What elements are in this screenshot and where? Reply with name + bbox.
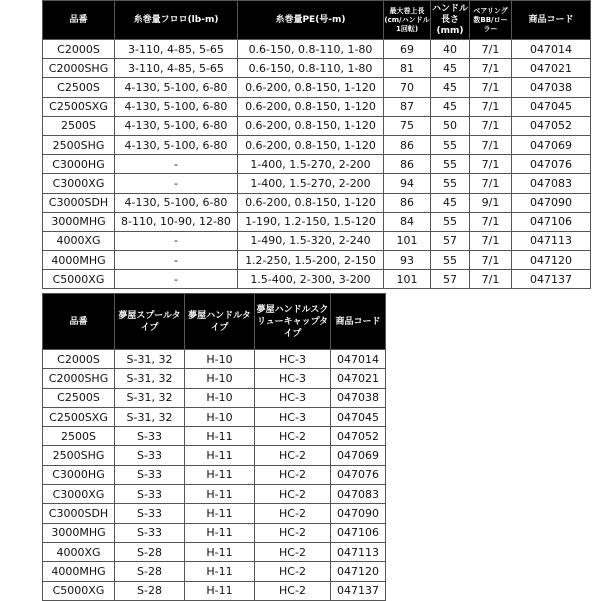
compat-cell: HC-3 bbox=[255, 350, 331, 369]
spec-cell: 1-400, 1.5-270, 2-200 bbox=[238, 174, 384, 193]
spec-cell: 45 bbox=[431, 59, 470, 78]
spec-cell: 0.6-200, 0.8-150, 1-120 bbox=[238, 193, 384, 212]
table-row bbox=[43, 251, 591, 270]
compat-cell: HC-3 bbox=[255, 369, 331, 388]
compat-cell: H-11 bbox=[185, 504, 255, 523]
spec-cell: 7/1 bbox=[470, 251, 512, 270]
spec-table-body bbox=[43, 40, 591, 289]
spec-cell: 047113 bbox=[512, 231, 591, 250]
spec-cell: 84 bbox=[384, 212, 431, 231]
compat-header-cell: 夢屋ハンドルタイプ bbox=[185, 294, 255, 350]
compat-cell: HC-2 bbox=[255, 542, 331, 561]
compat-cell: HC-2 bbox=[255, 581, 331, 600]
spec-cell: 55 bbox=[431, 135, 470, 154]
spec-cell: C3000XG bbox=[43, 174, 115, 193]
table-row bbox=[43, 212, 591, 231]
spec-cell: 40 bbox=[431, 40, 470, 59]
compat-cell: H-11 bbox=[185, 485, 255, 504]
table-row bbox=[43, 465, 386, 484]
compat-cell: HC-2 bbox=[255, 562, 331, 581]
compat-cell: H-11 bbox=[185, 562, 255, 581]
spec-cell: 55 bbox=[431, 174, 470, 193]
spec-cell: C2000S bbox=[43, 40, 115, 59]
compat-cell: HC-3 bbox=[255, 407, 331, 426]
spec-header-cell: 糸巻量PE(号-m) bbox=[238, 1, 384, 40]
table-row bbox=[43, 581, 386, 600]
spec-cell: 7/1 bbox=[470, 135, 512, 154]
table-row bbox=[43, 523, 386, 542]
spec-cell: 3-110, 4-85, 5-65 bbox=[115, 59, 238, 78]
spec-cell: 86 bbox=[384, 155, 431, 174]
compat-cell: H-11 bbox=[185, 427, 255, 446]
spec-cell: 2500S bbox=[43, 116, 115, 135]
spec-cell: - bbox=[115, 155, 238, 174]
compat-cell: H-10 bbox=[185, 388, 255, 407]
spec-header-cell: 品番 bbox=[43, 1, 115, 40]
spec-cell: 0.6-150, 0.8-110, 1-80 bbox=[238, 59, 384, 78]
spec-cell: 7/1 bbox=[470, 231, 512, 250]
table-row bbox=[43, 504, 386, 523]
compat-cell: 047052 bbox=[331, 427, 386, 446]
table-row bbox=[43, 59, 591, 78]
compat-cell: 047076 bbox=[331, 465, 386, 484]
spec-header-cell: ベアリング数BB/ローラー bbox=[470, 1, 512, 40]
compat-cell: 047083 bbox=[331, 485, 386, 504]
spec-cell: 7/1 bbox=[470, 212, 512, 231]
spec-cell: C3000SDH bbox=[43, 193, 115, 212]
spec-cell: 7/1 bbox=[470, 155, 512, 174]
compat-cell: S-33 bbox=[115, 504, 185, 523]
spec-cell: 047021 bbox=[512, 59, 591, 78]
yumeya-compat-table bbox=[42, 293, 386, 601]
compat-header-cell: 夢屋スプールタイプ bbox=[115, 294, 185, 350]
compat-cell: 2500SHG bbox=[43, 446, 115, 465]
spec-cell: 4000MHG bbox=[43, 251, 115, 270]
spec-cell: 7/1 bbox=[470, 40, 512, 59]
compat-cell: S-28 bbox=[115, 542, 185, 561]
compat-cell: S-33 bbox=[115, 446, 185, 465]
compat-cell: HC-2 bbox=[255, 504, 331, 523]
compat-cell: HC-2 bbox=[255, 523, 331, 542]
compat-cell: 4000XG bbox=[43, 542, 115, 561]
spec-cell: 7/1 bbox=[470, 97, 512, 116]
spec-cell: 57 bbox=[431, 231, 470, 250]
spec-cell: 4-130, 5-100, 6-80 bbox=[115, 135, 238, 154]
spec-cell: C2500S bbox=[43, 78, 115, 97]
spec-cell: 047045 bbox=[512, 97, 591, 116]
spec-cell: 86 bbox=[384, 193, 431, 212]
compat-cell: 047106 bbox=[331, 523, 386, 542]
table-row bbox=[43, 155, 591, 174]
spec-cell: 45 bbox=[431, 97, 470, 116]
table-row bbox=[43, 542, 386, 561]
spec-cell: 45 bbox=[431, 78, 470, 97]
compat-cell: 4000MHG bbox=[43, 562, 115, 581]
table-row bbox=[43, 407, 386, 426]
compat-table-header bbox=[43, 294, 386, 350]
spec-cell: 9/1 bbox=[470, 193, 512, 212]
spec-cell: 047090 bbox=[512, 193, 591, 212]
compat-cell: S-31, 32 bbox=[115, 369, 185, 388]
spec-cell: 93 bbox=[384, 251, 431, 270]
spec-cell: 4-130, 5-100, 6-80 bbox=[115, 116, 238, 135]
compat-cell: H-11 bbox=[185, 446, 255, 465]
compat-cell: HC-3 bbox=[255, 388, 331, 407]
spec-cell: 047137 bbox=[512, 270, 591, 289]
spec-cell: 0.6-200, 0.8-150, 1-120 bbox=[238, 135, 384, 154]
table-row bbox=[43, 40, 591, 59]
compat-cell: 047120 bbox=[331, 562, 386, 581]
spec-cell: C2500SXG bbox=[43, 97, 115, 116]
compat-header-cell: 商品コード bbox=[331, 294, 386, 350]
spec-cell: 7/1 bbox=[470, 116, 512, 135]
compat-cell: S-31, 32 bbox=[115, 388, 185, 407]
table-row bbox=[43, 116, 591, 135]
spec-cell: 047014 bbox=[512, 40, 591, 59]
compat-cell: HC-2 bbox=[255, 427, 331, 446]
spec-cell: 55 bbox=[431, 155, 470, 174]
spec-cell: 1-400, 1.5-270, 2-200 bbox=[238, 155, 384, 174]
compat-cell: HC-2 bbox=[255, 465, 331, 484]
compat-cell: C2000S bbox=[43, 350, 115, 369]
spec-cell: - bbox=[115, 251, 238, 270]
compat-cell: 047038 bbox=[331, 388, 386, 407]
reel-spec-table bbox=[42, 0, 591, 289]
spec-cell: 0.6-200, 0.8-150, 1-120 bbox=[238, 78, 384, 97]
spec-cell: 4-130, 5-100, 6-80 bbox=[115, 78, 238, 97]
table-row bbox=[43, 135, 591, 154]
compat-header-cell: 夢屋ハンドルスクリューキャップタイプ bbox=[255, 294, 331, 350]
table-row bbox=[43, 388, 386, 407]
spec-cell: 94 bbox=[384, 174, 431, 193]
spec-cell: 55 bbox=[431, 212, 470, 231]
compat-cell: C2000SHG bbox=[43, 369, 115, 388]
compat-cell: S-31, 32 bbox=[115, 407, 185, 426]
spec-header-cell: ハンドル長さ(mm) bbox=[431, 1, 470, 40]
spec-cell: 4-130, 5-100, 6-80 bbox=[115, 97, 238, 116]
compat-cell: 2500S bbox=[43, 427, 115, 446]
compat-cell: S-28 bbox=[115, 562, 185, 581]
compat-cell: 047090 bbox=[331, 504, 386, 523]
compat-cell: C5000XG bbox=[43, 581, 115, 600]
compat-cell: H-10 bbox=[185, 369, 255, 388]
compat-cell: C3000SDH bbox=[43, 504, 115, 523]
table-row bbox=[43, 97, 591, 116]
compat-cell: 3000MHG bbox=[43, 523, 115, 542]
table-row bbox=[43, 485, 386, 504]
spec-cell: 1-190, 1.2-150, 1.5-120 bbox=[238, 212, 384, 231]
compat-cell: H-11 bbox=[185, 523, 255, 542]
table-row bbox=[43, 270, 591, 289]
spec-cell: 7/1 bbox=[470, 78, 512, 97]
compat-cell: C3000HG bbox=[43, 465, 115, 484]
spec-cell: 7/1 bbox=[470, 174, 512, 193]
compat-cell: S-33 bbox=[115, 523, 185, 542]
spec-cell: 70 bbox=[384, 78, 431, 97]
spec-cell: 81 bbox=[384, 59, 431, 78]
compat-cell: S-33 bbox=[115, 485, 185, 504]
spec-cell: 1.2-250, 1.5-200, 2-150 bbox=[238, 251, 384, 270]
spec-cell: 69 bbox=[384, 40, 431, 59]
spec-cell: 047120 bbox=[512, 251, 591, 270]
compat-cell: 047069 bbox=[331, 446, 386, 465]
compat-cell: H-11 bbox=[185, 465, 255, 484]
spec-cell: 101 bbox=[384, 231, 431, 250]
table-row bbox=[43, 78, 591, 97]
compat-cell: 047021 bbox=[331, 369, 386, 388]
table-row bbox=[43, 427, 386, 446]
spec-cell: 8-110, 10-90, 12-80 bbox=[115, 212, 238, 231]
compat-cell: S-31, 32 bbox=[115, 350, 185, 369]
spec-cell: - bbox=[115, 174, 238, 193]
compat-cell: 047137 bbox=[331, 581, 386, 600]
spec-cell: 047069 bbox=[512, 135, 591, 154]
compat-cell: H-10 bbox=[185, 407, 255, 426]
compat-cell: 047045 bbox=[331, 407, 386, 426]
spec-header-cell: 最大巻上長(cm/ハンドル1回転) bbox=[384, 1, 431, 40]
spec-cell: 047038 bbox=[512, 78, 591, 97]
table-row bbox=[43, 193, 591, 212]
spec-cell: 047083 bbox=[512, 174, 591, 193]
compat-header-cell: 品番 bbox=[43, 294, 115, 350]
compat-cell: 047113 bbox=[331, 542, 386, 561]
spec-cell: - bbox=[115, 270, 238, 289]
spec-cell: 45 bbox=[431, 193, 470, 212]
spec-cell: 047076 bbox=[512, 155, 591, 174]
table-row bbox=[43, 231, 591, 250]
compat-cell: C2500S bbox=[43, 388, 115, 407]
table-row bbox=[43, 562, 386, 581]
spec-cell: 7/1 bbox=[470, 59, 512, 78]
table-row bbox=[43, 446, 386, 465]
compat-cell: C2500SXG bbox=[43, 407, 115, 426]
spec-cell: 2500SHG bbox=[43, 135, 115, 154]
spec-cell: 0.6-150, 0.8-110, 1-80 bbox=[238, 40, 384, 59]
table-row bbox=[43, 350, 386, 369]
spec-cell: 0.6-200, 0.8-150, 1-120 bbox=[238, 116, 384, 135]
spec-cell: 047052 bbox=[512, 116, 591, 135]
compat-cell: H-11 bbox=[185, 542, 255, 561]
compat-cell: H-11 bbox=[185, 581, 255, 600]
compat-cell: S-33 bbox=[115, 427, 185, 446]
compat-cell: HC-2 bbox=[255, 446, 331, 465]
compat-cell: HC-2 bbox=[255, 485, 331, 504]
spec-cell: 87 bbox=[384, 97, 431, 116]
spec-cell: 1-490, 1.5-320, 2-240 bbox=[238, 231, 384, 250]
spec-cell: C5000XG bbox=[43, 270, 115, 289]
compat-cell: S-28 bbox=[115, 581, 185, 600]
spec-cell: 86 bbox=[384, 135, 431, 154]
spec-cell: C3000HG bbox=[43, 155, 115, 174]
table-row bbox=[43, 174, 591, 193]
compat-cell: H-10 bbox=[185, 350, 255, 369]
spec-cell: 7/1 bbox=[470, 270, 512, 289]
spec-cell: 4-130, 5-100, 6-80 bbox=[115, 193, 238, 212]
spec-cell: 75 bbox=[384, 116, 431, 135]
spec-header-cell: 糸巻量フロロ(lb-m) bbox=[115, 1, 238, 40]
spec-cell: 50 bbox=[431, 116, 470, 135]
spec-cell: 4000XG bbox=[43, 231, 115, 250]
spec-header-cell: 商品コード bbox=[512, 1, 591, 40]
compat-cell: 047014 bbox=[331, 350, 386, 369]
spec-cell: 55 bbox=[431, 251, 470, 270]
spec-cell: 101 bbox=[384, 270, 431, 289]
compat-cell: C3000XG bbox=[43, 485, 115, 504]
spec-cell: 0.6-200, 0.8-150, 1-120 bbox=[238, 97, 384, 116]
spec-cell: 3-110, 4-85, 5-65 bbox=[115, 40, 238, 59]
compat-table-body bbox=[43, 350, 386, 601]
spec-cell: 1.5-400, 2-300, 3-200 bbox=[238, 270, 384, 289]
spec-cell: 047106 bbox=[512, 212, 591, 231]
spec-cell: 57 bbox=[431, 270, 470, 289]
spec-cell: - bbox=[115, 231, 238, 250]
spec-table-header bbox=[43, 1, 591, 40]
spec-cell: C2000SHG bbox=[43, 59, 115, 78]
compat-cell: S-33 bbox=[115, 465, 185, 484]
spec-cell: 3000MHG bbox=[43, 212, 115, 231]
table-row bbox=[43, 369, 386, 388]
